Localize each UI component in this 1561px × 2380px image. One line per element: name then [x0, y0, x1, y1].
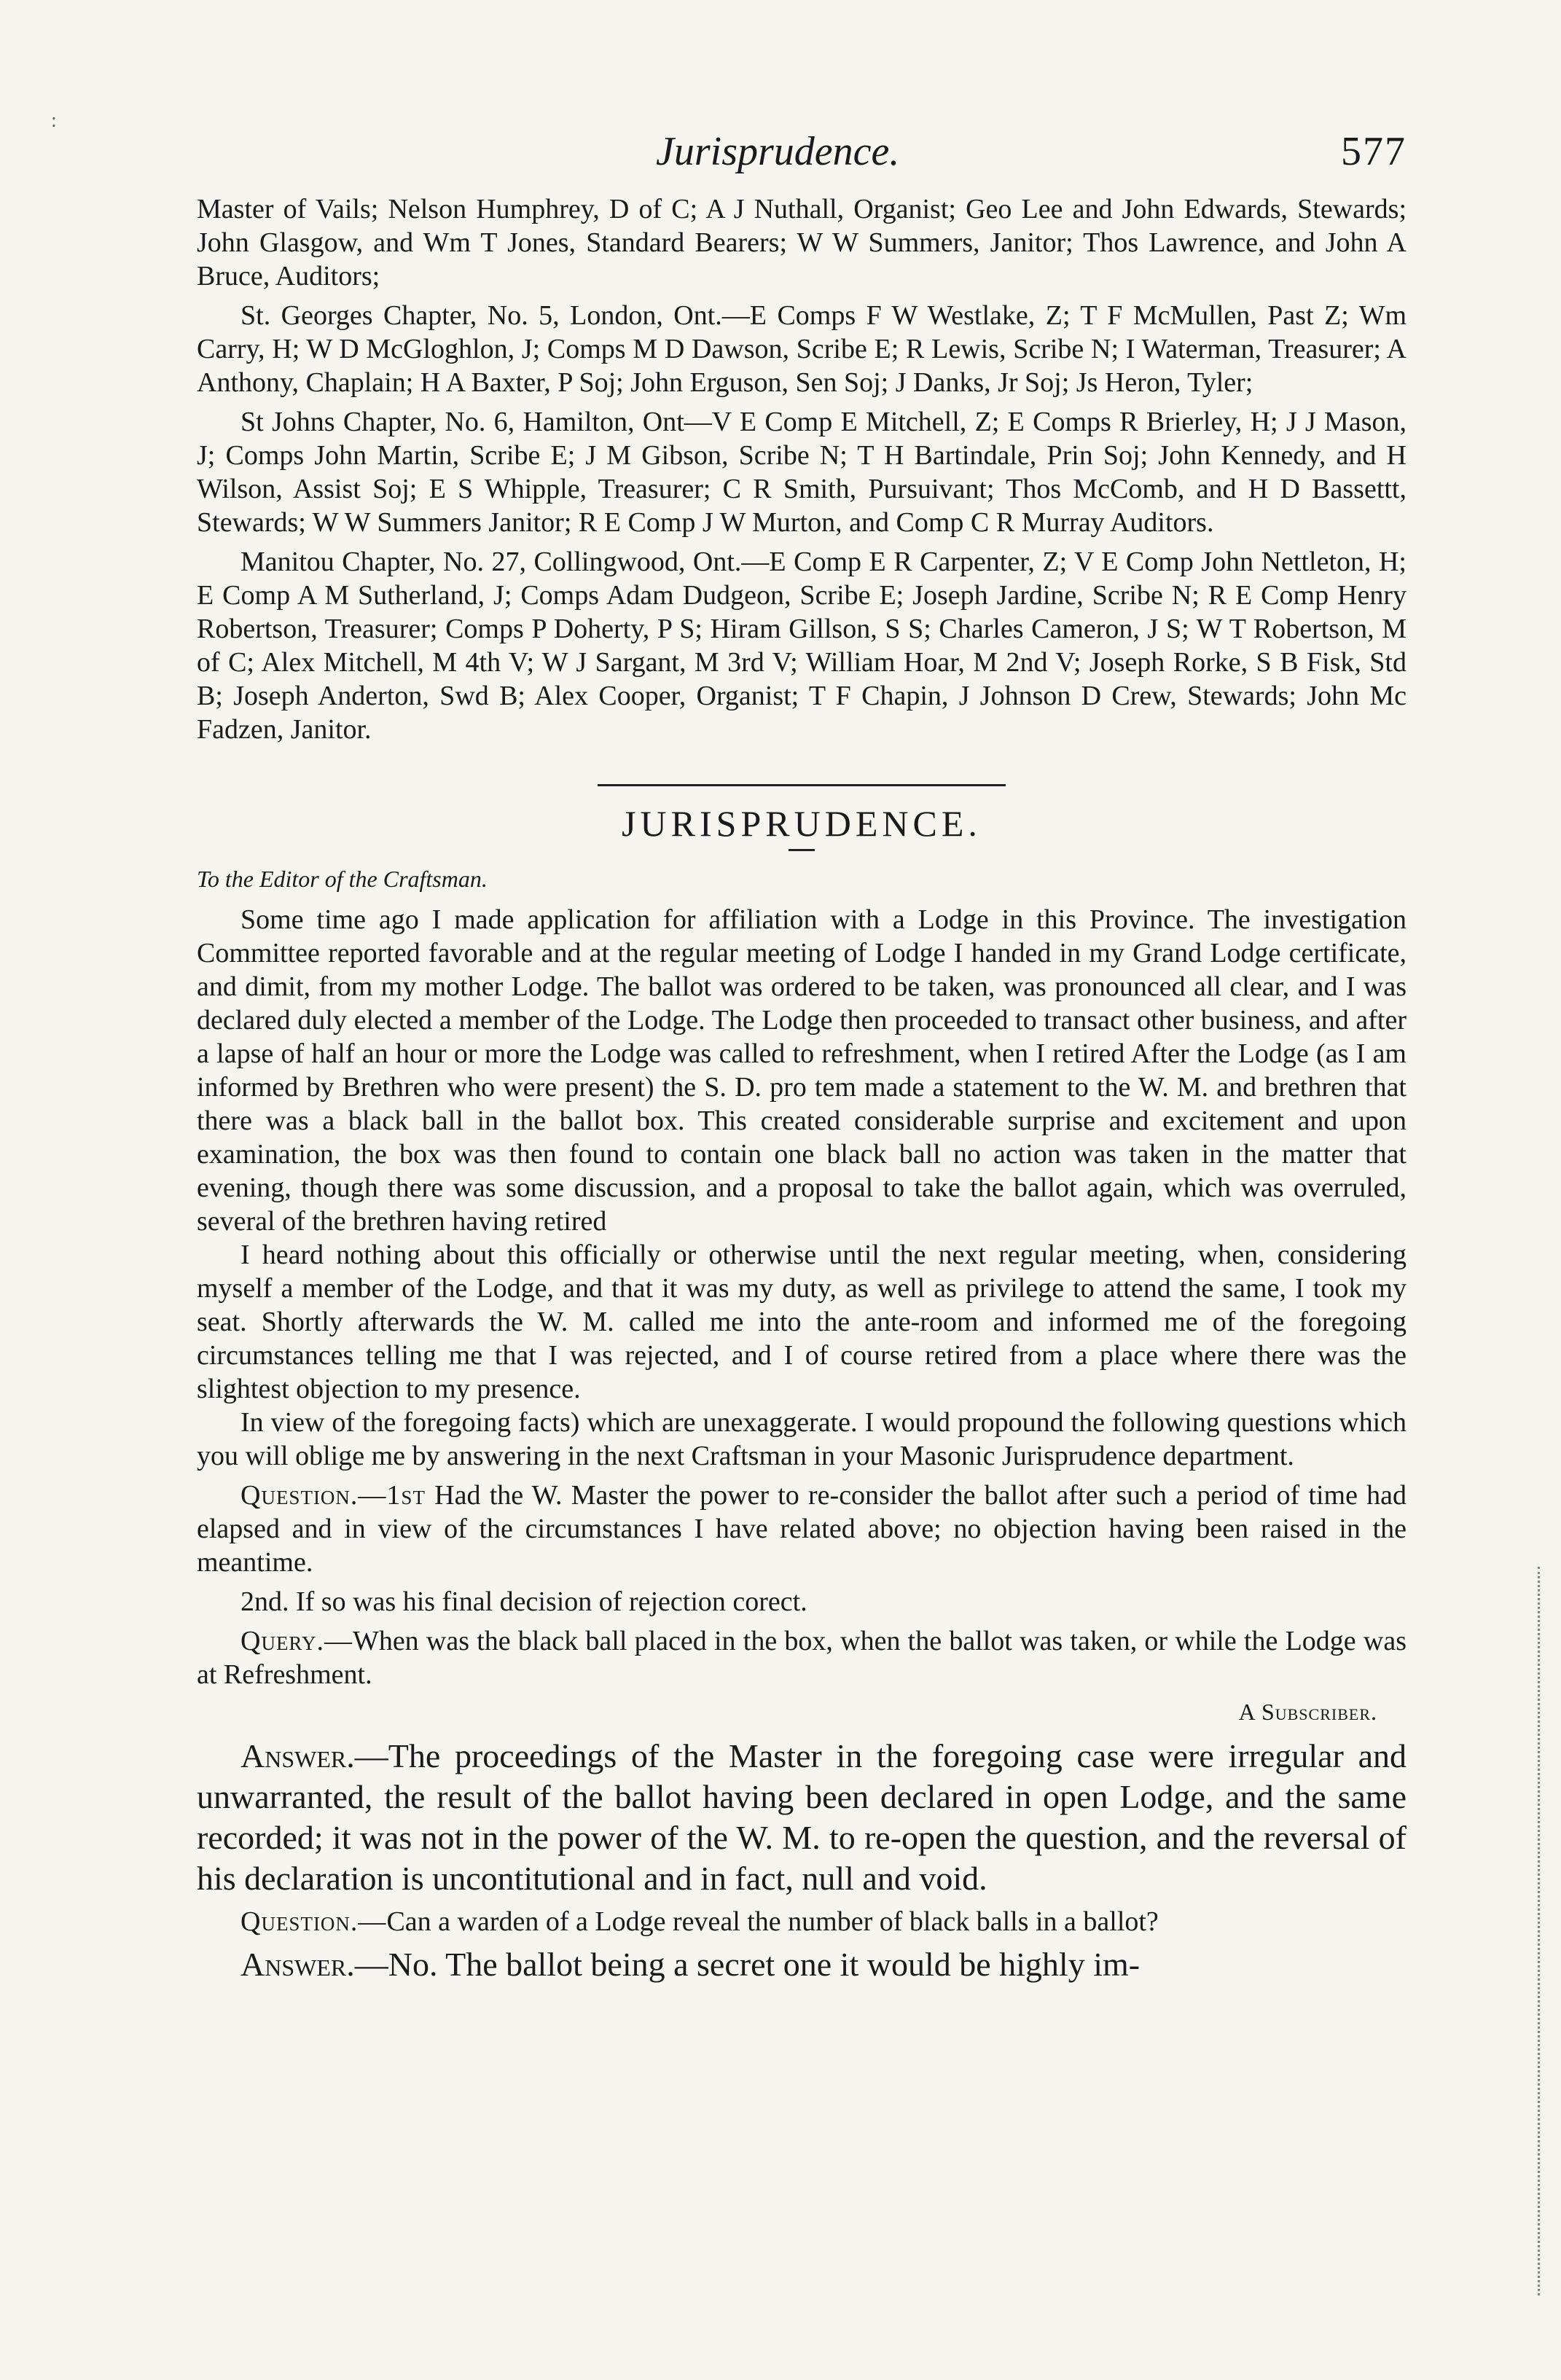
question-3-label: Question.—	[240, 1906, 387, 1937]
signature: A Subscriber.	[1238, 1699, 1377, 1725]
question-1	[197, 1479, 1407, 1579]
paragraph-st-johns-chapter: St Johns Chapter, No. 6, Hamilton, Ont—V E Comp E Mitchell, Z; E Comps R Brierley, H; J J Mason, J; Comps John Martin, Scribe E; J M Gibson, Scribe N; T H Bartindale, Prin Soj; John Kennedy, and H Wilson, Assist Soj; E S Whipple, Treasurer; C R Smith, Pursuivant; Thos McComb, and H D Bassettt, Stewards; W W Summers Janitor; R E Comp J W Murton, and Comp C R Murray Auditors.	[197, 407, 1407, 538]
binding-margin-marks	[1538, 1567, 1553, 2295]
letter-paragraph-1: Some time ago I made application for affiliation with a Lodge in this Province. The investigation Committee reported favorable and at the regular meeting of Lodge I handed in my Grand Lodge certificate, and dimit, from my mother Lodge. The ballot was ordered to be taken, was pronounced all clear, and I was declared duly elected a member of the Lodge. The Lodge then proceeded to transact other business, and after a lapse of half an hour or more the Lodge was called to refreshment, when I retired After the Lodge (as I am informed by Brethren who were present) the S. D. pro tem made a statement to the W. M. and brethren that there was a black ball in the ballot box. This created considerable surprise and excitement and upon examination, the box was then found to contain one black ball no action was taken in the matter that evening, though there was some discussion, and a proposal to take the ballot again, which was overruled, several of the brethren having retired	[197, 904, 1407, 1237]
letter-paragraph-2: I heard nothing about this officially or otherwise until the next regular meeting, when, considering myself a member of the Lodge, and that it was my duty, as well as privilege to attend the same, I took my seat. Shortly afterwards the W. M. called me into the ante-room and informed me of the foregoing circumstances telling me that I was rejected, and I of course retired from a place where there was the slightest objection to my presence.	[197, 1240, 1407, 1404]
question-2: 2nd. If so was his final decision of rejection corect.	[240, 1586, 807, 1617]
section-divider	[598, 784, 1006, 786]
corner-mark: :	[51, 109, 57, 132]
query	[197, 1624, 1407, 1691]
query-text: When was the black ball placed in the box, when the ballot was taken, or while the Lodge was at Refreshment.	[197, 1626, 1407, 1690]
paragraph-st-georges-chapter: St. Georges Chapter, No. 5, London, Ont.—E Comps F W Westlake, Z; T F McMullen, Past Z; Wm Carry, H; W D McGloghlon, J; Comps M D Dawson, Scribe E; R Lewis, Scribe N; I Waterman, Treasurer; A Anthony, Chaplain; H A Baxter, P Soj; John Erguson, Sen Soj; J Danks, Jr Soj; Js Heron, Tyler;	[197, 300, 1407, 398]
page-body	[197, 192, 1407, 1985]
answer-1-label: Answer.—	[240, 1737, 388, 1774]
to-editor-line: To the Editor of the Craftsman.	[197, 866, 488, 892]
page-header	[211, 128, 1407, 187]
answer-2-text: No. The ballot being a secret one it would be highly im-	[388, 1946, 1141, 1983]
page-number: 577	[1341, 129, 1407, 174]
answer-1-text: The proceedings of the Master in the foregoing case were irregular and unwarranted, the result of the ballot having been declared in open Lodge, and the same recorded; it was not in the power of the W. M. to re-open the question, and the reversal of his declaration is uncontitutional and in fact, null and void.	[197, 1737, 1407, 1897]
letter-paragraph-3: In view of the foregoing facts) which are unexaggerate. I would propound the following questions which you will oblige me by answering in the next Craftsman in your Masonic Jurisprudence department.	[197, 1407, 1407, 1471]
section-title: JURISPRUDENCE.	[622, 803, 982, 844]
question-1-label: Question.—1st	[240, 1480, 426, 1511]
paragraph-master-of-vails: Master of Vails; Nelson Humphrey, D of C; A J Nuthall, Organist; Geo Lee and John Edwards, Stewards; John Glasgow, and Wm T Jones, Standard Bearers; W W Summers, Janitor; Thos Lawrence, and John A Bruce, Auditors;	[197, 194, 1407, 291]
running-title: Jurisprudence.	[656, 129, 900, 174]
answer-2-label: Answer.—	[240, 1946, 388, 1983]
question-1-text: Had the W. Master the power to re-consider the ballot after such a period of time had elapsed and in view of the circumstances I have related above; no objection having been raised in the meantime.	[197, 1480, 1407, 1578]
answer-2	[197, 1944, 1407, 1985]
query-label: Query.—	[240, 1626, 353, 1656]
paragraph-manitou-chapter: Manitou Chapter, No. 27, Collingwood, Ont.—E Comp E R Carpenter, Z; V E Comp John Nettleton, H; E Comp A M Sutherland, J; Comps Adam Dudgeon, Scribe E; Joseph Jardine, Scribe N; R E Comp Henry Robertson, Treasurer; Comps P Doherty, P S; Hiram Gillson, S S; Charles Cameron, J S; W T Robertson, M of C; Alex Mitchell, M 4th V; W J Sargant, M 3rd V; William Hoar, M 2nd V; Joseph Rorke, S B Fisk, Std B; Joseph Anderton, Swd B; Alex Cooper, Organist; T F Chapin, J Johnson D Crew, Stewards; John Mc Fadzen, Janitor.	[197, 547, 1407, 745]
title-underline	[789, 849, 815, 851]
question-3-text: Can a warden of a Lodge reveal the number of black balls in a ballot?	[386, 1906, 1159, 1937]
answer-1	[197, 1736, 1407, 1899]
question-3	[197, 1905, 1407, 1938]
